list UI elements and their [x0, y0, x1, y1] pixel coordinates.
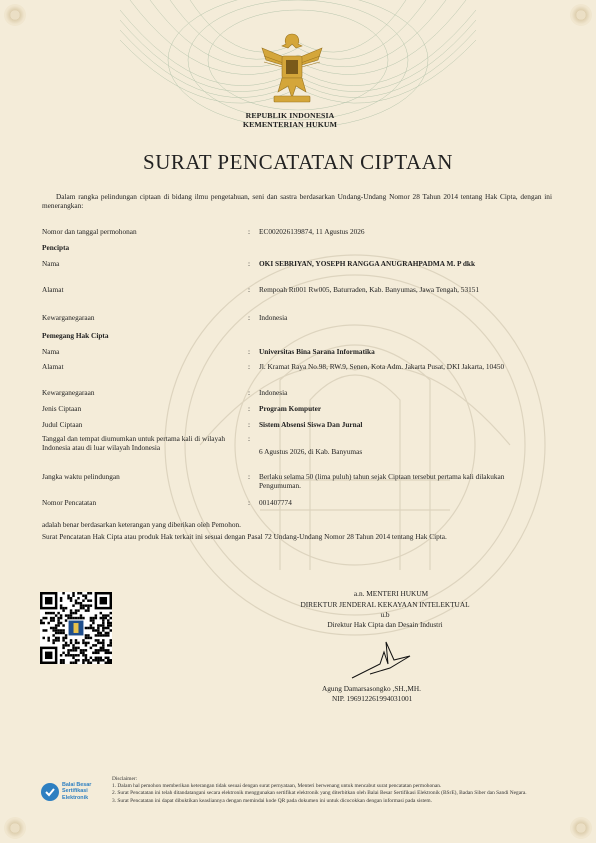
field-label: Kewarganegaraan	[42, 313, 95, 322]
disclaimer-item: 3. Surat Pencatatan ini dapat dibuktikan keasliannya dengan memindai kode QR pada dokumen ini untuk dicocokkan dengan informasi pada sistem.	[112, 797, 432, 804]
corner-ornament	[570, 817, 592, 839]
colon: :	[248, 472, 251, 481]
field-value: Rempoah Rt001 Rw005, Baturraden, Kab. Banyumas, Jawa Tengah, 53151	[259, 285, 480, 294]
field-value: Program Komputer	[259, 404, 322, 413]
section-heading: Pencipta	[42, 243, 70, 252]
field-value: Sistem Absensi Siswa Dan Jurnal	[259, 420, 363, 429]
closing-line: Surat Pencatatan Hak Cipta atau produk Hak terkait ini sesuai dengan Pasal 72 Undang-Undang Nomor 28 Tahun 2014 tentang Hak Cipta.	[42, 532, 447, 541]
signature-direktur: DIREKTUR JENDERAL KEKAYAAN INTELEKTUAL	[300, 600, 470, 609]
field-label: Judul Ciptaan	[42, 420, 83, 429]
colon: :	[248, 285, 251, 294]
badge-line: Sertifikasi	[62, 788, 88, 795]
colon: :	[248, 347, 251, 356]
qr-code[interactable]	[40, 592, 112, 664]
disclaimer-item: 2. Surat Pencatatan ini telah ditandatangani secara elektronik menggunakan sertifikat elektronik yang diterbitkan oleh Balai Besar Sertifikasi Elektronik (BSrE), Badan Siber dan Sandi Negara.	[112, 790, 527, 797]
field-label: Nomor dan tanggal permohonan	[42, 227, 137, 236]
field-value: OKI SEBRIYAN, YOSEPH RANGGA ANUGRAHPADMA M. P dkk	[259, 259, 476, 268]
field-label: Jenis Ciptaan	[42, 404, 82, 413]
field-label: Nomor Pencatatan	[42, 498, 97, 507]
page-title: SURAT PENCATATAN CIPTAAN	[143, 150, 453, 174]
colon: :	[248, 498, 251, 507]
disclaimer-item: 1. Dalam hal pemohon memberikan keterangan tidak sesuai dengan surat pernyataan, Menteri berwenang untuk mencabut surat pencatatan permohonan.	[112, 783, 442, 790]
field-value: 001407774	[259, 498, 292, 507]
colon: :	[248, 404, 251, 413]
colon: :	[248, 259, 251, 268]
closing-line: adalah benar berdasarkan keterangan yang diberikan oleh Pemohon.	[42, 520, 241, 529]
field-label: Alamat	[42, 285, 64, 294]
signature-an: a.n. MENTERI HUKUM	[353, 589, 429, 598]
field-value: Berlaku selama 50 (lima puluh) tahun sejak Ciptaan tersebut pertama kali dilakukan Pengumuman.	[259, 472, 505, 490]
field-value: EC002026139874, 11 Agustus 2026	[259, 227, 365, 236]
corner-ornament	[570, 4, 592, 26]
signatory-name: Agung Damarsasongko ,SH.,MH.	[322, 684, 421, 693]
field-label: Nama	[42, 259, 60, 268]
corner-ornament	[4, 4, 26, 26]
corner-ornament	[4, 817, 26, 839]
signature-ub: u.b	[380, 610, 390, 619]
section-heading: Pemegang Hak Cipta	[42, 331, 109, 340]
disclaimer	[112, 776, 562, 805]
header-country: REPUBLIK INDONESIA	[245, 111, 335, 120]
badge-line: Elektronik	[62, 794, 89, 801]
colon: :	[248, 227, 251, 236]
field-label: Nama	[42, 347, 60, 356]
bsre-logo-icon	[40, 782, 60, 802]
field-value: Universitas Bina Sarana Informatika	[259, 347, 375, 356]
signature-direktur-hc: Direktur Hak Cipta dan Desain Industri	[327, 620, 443, 629]
field-value: Jl. Kramat Raya No.98, RW.9, Senen, Kota Adm. Jakarta Pusat, DKI Jakarta, 10450	[259, 362, 505, 371]
field-label: Alamat	[42, 362, 64, 371]
garuda-emblem-icon	[258, 28, 326, 106]
field-value: Indonesia	[259, 388, 288, 397]
field-value: Indonesia	[259, 313, 288, 322]
field-label: Jangka waktu pelindungan	[42, 472, 120, 481]
field-label: Kewarganegaraan	[42, 388, 95, 397]
badge-line: Balai Besar	[62, 782, 92, 788]
signatory-nip: NIP. 196912261994031001	[332, 694, 413, 703]
field-label: Tanggal dan tempat diumumkan untuk pertama kali di wilayah Indonesia atau di luar wilayah Indonesia	[42, 434, 226, 452]
disclaimer-title: Disclaimer:	[112, 776, 138, 782]
colon: :	[248, 388, 251, 397]
colon: :	[248, 434, 251, 443]
colon: :	[248, 313, 251, 322]
handwritten-signature	[350, 634, 430, 684]
colon: :	[248, 362, 251, 371]
field-value: 6 Agustus 2026, di Kab. Banyumas	[259, 447, 363, 456]
intro-paragraph: Dalam rangka pelindungan ciptaan di bidang ilmu pengetahuan, seni dan sastra berdasarkan Undang-Undang Nomor 28 Tahun 2014 tentang Hak Cipta, dengan ini menerangkan:	[42, 192, 552, 210]
colon: :	[248, 420, 251, 429]
header-ministry: KEMENTERIAN HUKUM	[242, 120, 338, 129]
